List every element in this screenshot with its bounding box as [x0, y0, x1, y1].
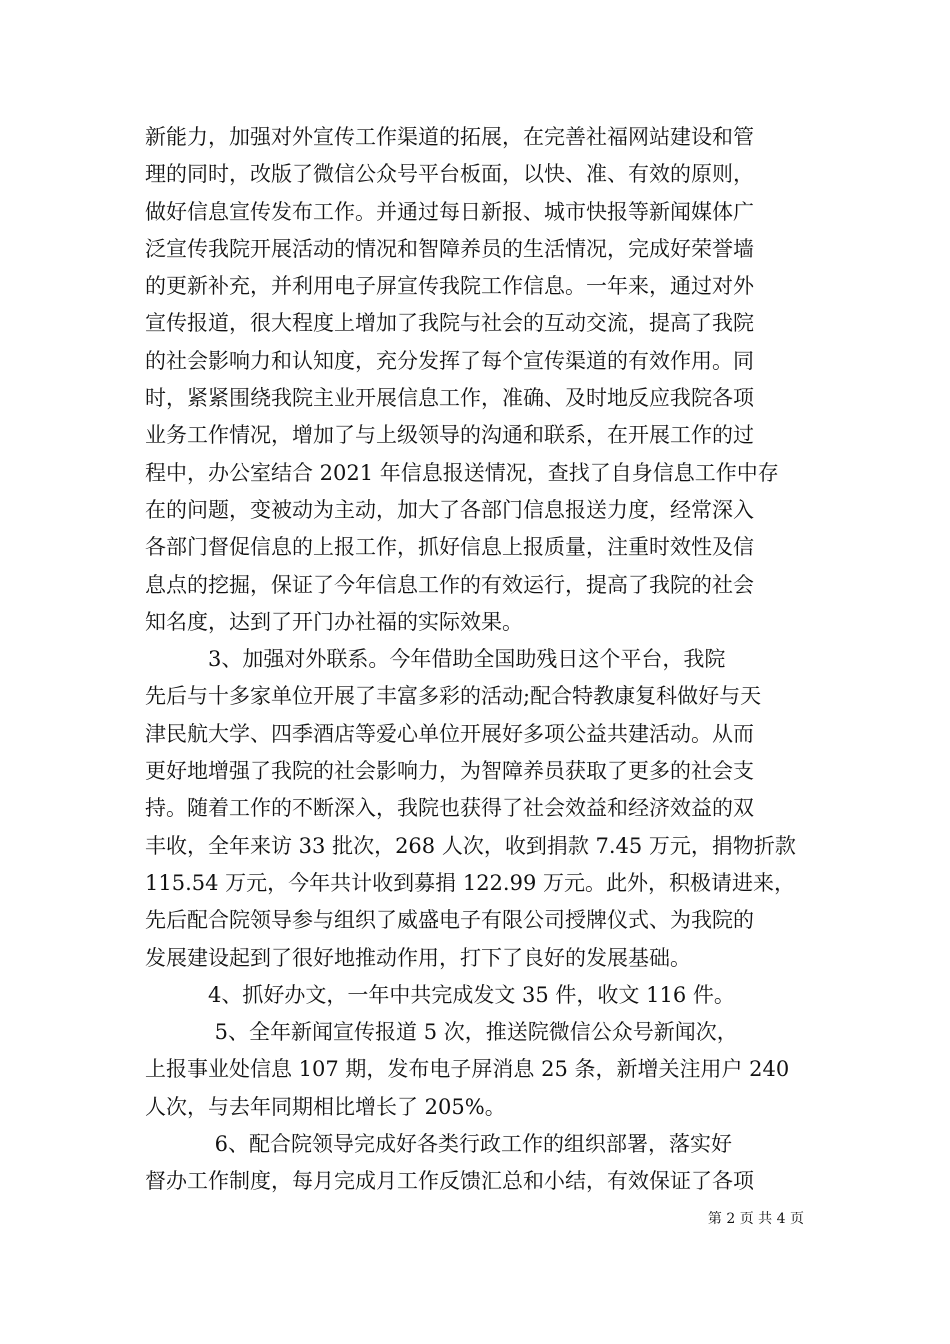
text-line: 丰收，全年来访 33 批次，268 人次，收到捐款 7.45 万元，捐物折款	[145, 833, 796, 858]
text-line: 泛宣传我院开展活动的情况和智障养员的生活情况，完成好荣誉墙	[145, 236, 754, 261]
text-line: 发展建设起到了很好地推动作用，打下了良好的发展基础。	[145, 945, 691, 970]
text-line: 6、配合院领导完成好各类行政工作的组织部署，落实好	[145, 1132, 733, 1157]
text-line: 先后与十多家单位开展了丰富多彩的活动;配合特教康复科做好与天	[145, 684, 762, 709]
text-line: 3、加强对外联系。今年借助全国助残日这个平台，我院	[145, 647, 726, 672]
text-line: 宣传报道，很大程度上增加了我院与社会的互动交流，提高了我院	[145, 311, 754, 336]
text-line: 业务工作情况，增加了与上级领导的沟通和联系，在开展工作的过	[145, 423, 754, 448]
text-line: 新能力，加强对外宣传工作渠道的拓展，在完善社福网站建设和管	[145, 125, 754, 149]
text-line: 的更新补充，并利用电子屏宣传我院工作信息。一年来，通过对外	[145, 274, 754, 299]
body-text	[145, 119, 805, 1201]
text-line: 人次，与去年同期相比增长了 205%。	[145, 1094, 506, 1119]
text-line: 知名度，达到了开门办社福的实际效果。	[145, 609, 523, 634]
text-line: 5、全年新闻宣传报道 5 次，推送院微信公众号新闻次，	[145, 1020, 738, 1045]
page-number-footer: 第 2 页 共 4 页	[707, 1211, 804, 1227]
text-line: 息点的挖掘，保证了今年信息工作的有效运行，提高了我院的社会	[145, 572, 754, 597]
text-line: 时，紧紧围绕我院主业开展信息工作，准确、及时地反应我院各项	[145, 386, 754, 411]
text-line: 津民航大学、四季酒店等爱心单位开展好多项公益共建活动。从而	[145, 721, 754, 746]
text-line: 在的问题，变被动为主动，加大了各部门信息报送力度，经常深入	[145, 497, 754, 522]
text-line: 做好信息宣传发布工作。并通过每日新报、城市快报等新闻媒体广	[145, 199, 754, 224]
text-line: 4、抓好办文，一年中共完成发文 35 件，收文 116 件。	[145, 982, 735, 1007]
text-line: 督办工作制度，每月完成月工作反馈汇总和小结，有效保证了各项	[145, 1169, 754, 1194]
text-line: 更好地增强了我院的社会影响力，为智障养员获取了更多的社会支	[145, 759, 754, 784]
text-line: 理的同时，改版了微信公众号平台板面，以快、准、有效的原则，	[145, 162, 754, 187]
text-line: 持。随着工作的不断深入，我院也获得了社会效益和经济效益的双	[145, 796, 754, 821]
text-line: 各部门督促信息的上报工作，抓好信息上报质量，注重时效性及信	[145, 535, 754, 560]
text-line: 上报事业处信息 107 期，发布电子屏消息 25 条，新增关注用户 240	[145, 1057, 790, 1082]
text-line: 先后配合院领导参与组织了威盛电子有限公司授牌仪式、为我院的	[145, 908, 754, 933]
text-line: 115.54 万元，今年共计收到募捐 122.99 万元。此外，积极请进来，	[145, 870, 795, 895]
text-line: 程中，办公室结合 2021 年信息报送情况，查找了自身信息工作中存	[145, 460, 779, 485]
text-line: 的社会影响力和认知度，充分发挥了每个宣传渠道的有效作用。同	[145, 348, 754, 373]
